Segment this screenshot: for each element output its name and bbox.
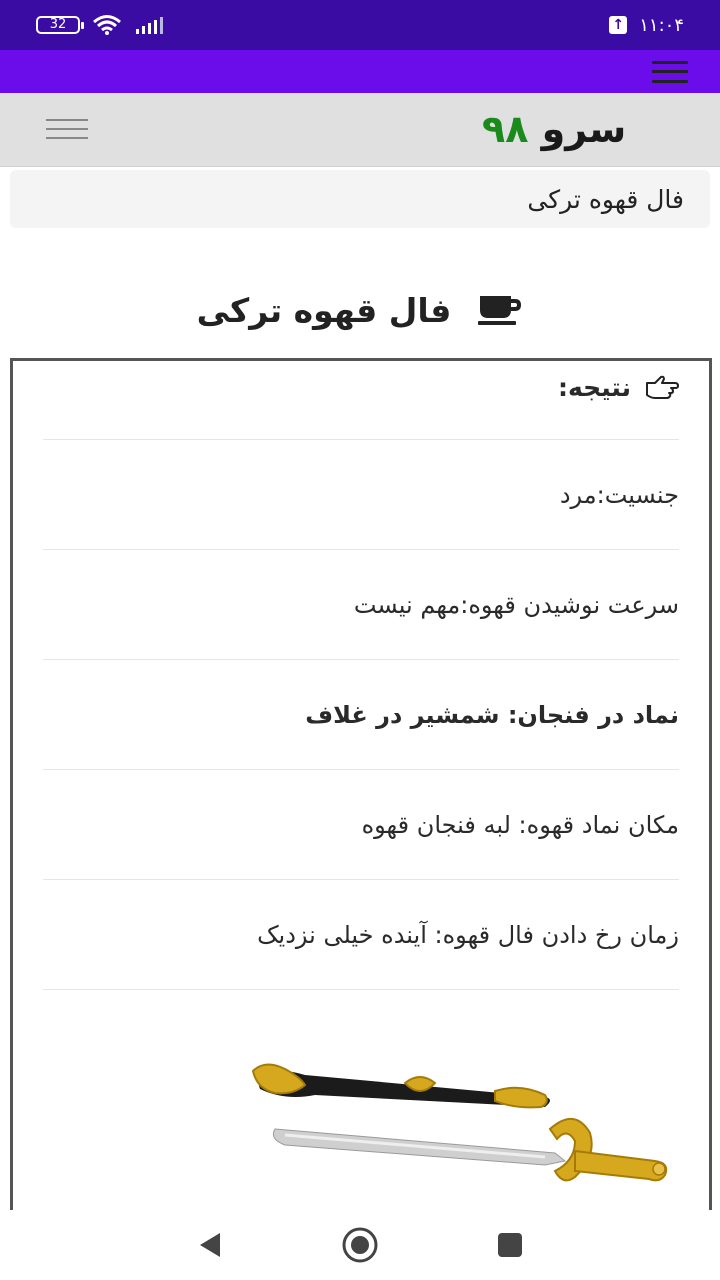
site-header bbox=[0, 93, 720, 167]
sword-in-sheath-image bbox=[245, 1011, 675, 1228]
page-title-text: فال قهوه ترکی bbox=[196, 290, 452, 330]
menu-line bbox=[652, 70, 688, 73]
status-right bbox=[609, 15, 684, 36]
back-triangle-icon bbox=[196, 1231, 224, 1259]
result-heading-text: نتیجه: bbox=[558, 373, 631, 402]
page-title bbox=[0, 282, 720, 338]
wifi-icon bbox=[92, 14, 122, 36]
app-bar bbox=[0, 50, 720, 93]
result-row-time: زمان رخ دادن فال قهوه: آینده خیلی نزدیک bbox=[43, 880, 679, 990]
menu-line bbox=[46, 137, 88, 139]
site-logo[interactable] bbox=[482, 107, 626, 151]
menu-line bbox=[652, 80, 688, 83]
breadcrumb-item[interactable]: فال قهوه ترکی bbox=[527, 184, 684, 214]
signal-icon bbox=[134, 15, 168, 35]
status-bar bbox=[0, 0, 720, 50]
recents-square-icon bbox=[496, 1231, 524, 1259]
upload-icon: ↑ bbox=[609, 16, 627, 34]
menu-line bbox=[652, 61, 688, 64]
result-card bbox=[10, 358, 712, 1228]
home-button[interactable] bbox=[340, 1225, 380, 1265]
menu-line bbox=[46, 128, 88, 130]
app-menu-button[interactable] bbox=[652, 61, 688, 83]
logo-number: ۹۸ bbox=[482, 107, 529, 151]
recents-button[interactable] bbox=[490, 1225, 530, 1265]
navigation-bar bbox=[0, 1210, 720, 1280]
result-row-drinking-speed: سرعت نوشیدن قهوه:مهم نیست bbox=[43, 550, 679, 660]
battery-indicator: 32 bbox=[36, 16, 80, 34]
result-row-symbol: نماد در فنجان: شمشیر در غلاف bbox=[43, 660, 679, 770]
logo-text: سرو bbox=[541, 107, 627, 151]
coffee-cup-icon bbox=[477, 292, 523, 328]
site-menu-button[interactable] bbox=[46, 119, 88, 139]
home-circle-icon bbox=[341, 1226, 379, 1264]
status-left bbox=[36, 14, 168, 36]
menu-line bbox=[46, 119, 88, 121]
clock: ۱۱:۰۴ bbox=[639, 14, 684, 36]
result-row-symbol-location: مکان نماد قهوه: لبه فنجان قهوه bbox=[43, 770, 679, 880]
result-row-gender: جنسیت:مرد bbox=[43, 440, 679, 550]
result-heading bbox=[43, 361, 679, 440]
hand-pointing-icon bbox=[645, 375, 679, 401]
back-button[interactable] bbox=[190, 1225, 230, 1265]
breadcrumb bbox=[10, 170, 710, 228]
